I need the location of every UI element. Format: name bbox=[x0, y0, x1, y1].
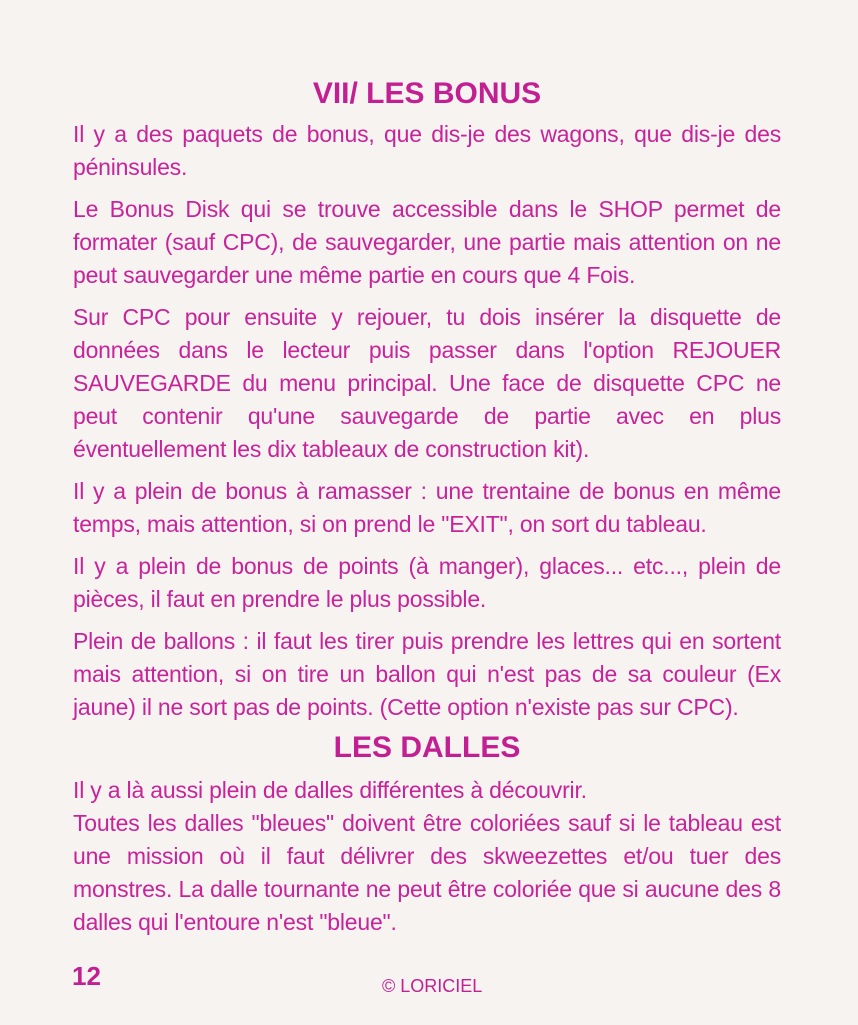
page-content bbox=[73, 74, 781, 948]
paragraph-bonus-exit: Il y a plein de bonus à ramasser : une trentaine de bonus en même temps, mais attention, si on prend le "EXIT", on sort du tableau. bbox=[73, 478, 781, 537]
paragraph-dalles-rules: Toutes les dalles "bleues" doivent être coloriées sauf si le tableau est une mission où il faut délivrer des skweezettes et/ou tuer des monstres. La dalle tournante ne peut être coloriée que si aucune des 8 dalles qui l'entoure n'est "bleue". bbox=[73, 810, 781, 935]
copyright-notice: © LORICIEL bbox=[382, 976, 483, 996]
paragraph-cpc-save: Sur CPC pour ensuite y rejouer, tu dois insérer la disquette de données dans le lecteur puis passer dans l'option REJOUER SAUVEGARDE du menu principal. Une face de disquette CPC ne peut contenir qu'une sauvegarde de partie avec en plus éventuellement les dix tableaux de construction kit). bbox=[73, 304, 781, 462]
paragraph-bonus-disk: Le Bonus Disk qui se trouve accessible dans le SHOP permet de formater (sauf CPC), de sauvegarder, une partie mais attention on ne peut sauvegarder une même partie en cours que 4 Fois. bbox=[73, 196, 781, 288]
section-title-dalles: LES DALLES bbox=[333, 731, 521, 764]
paragraph-bonus-intro: Il y a des paquets de bonus, que dis-je des wagons, que dis-je des péninsules. bbox=[73, 121, 781, 180]
page-number: 12 bbox=[72, 961, 101, 991]
paragraph-dalles-intro: Il y a là aussi plein de dalles différentes à découvrir. bbox=[73, 777, 587, 803]
section-title-bonus: VII/ LES BONUS bbox=[312, 77, 542, 110]
paragraph-bonus-points: Il y a plein de bonus de points (à manger), glaces... etc..., plein de pièces, il faut en prendre le plus possible. bbox=[73, 553, 781, 612]
paragraph-balloons: Plein de ballons : il faut les tirer puis prendre les lettres qui en sortent mais attention, si on tire un ballon qui n'est pas de sa couleur (Ex jaune) il ne sort pas de points. (Cette option n'existe pas sur CPC). bbox=[73, 628, 781, 720]
